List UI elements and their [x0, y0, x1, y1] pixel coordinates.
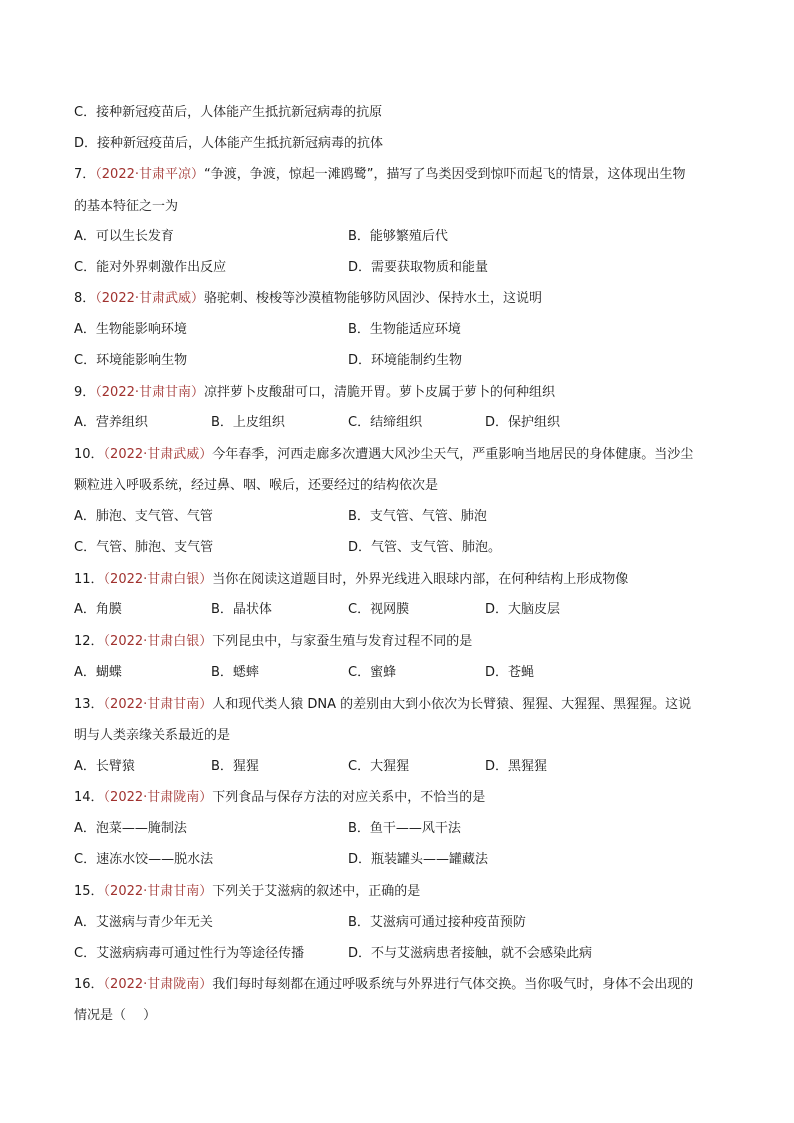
question-text: 下列关于艾滋病的叙述中，正确的是 — [212, 884, 421, 899]
q12-option-a: A．蝴蝶 — [74, 665, 122, 680]
question-text: 我们每时每刻都在通过呼吸系统与外界进行气体交换。当你吸气时，身体不会出现的 — [212, 977, 694, 992]
q11-stem — [74, 571, 628, 589]
q7-stem — [74, 166, 685, 184]
q7-option-d: D．需要获取物质和能量 — [348, 260, 489, 275]
q9-option-c: C．结缔组织 — [348, 415, 423, 430]
q10-stem-cont: 颗粒进入呼吸系统，经过鼻、咽、喉后，还要经过的结构依次是 — [74, 478, 439, 493]
q14-option-b: B．鱼干——风干法 — [348, 821, 461, 836]
question-text: 下列食品与保存方法的对应关系中，不恰当的是 — [212, 790, 486, 805]
question-source: （2022·甘肃陇南） — [103, 790, 213, 805]
q6-option-d: D．接种新冠疫苗后，人体能产生抵抗新冠病毒的抗体 — [74, 136, 384, 151]
q13-stem-cont: 明与人类亲缘关系最近的是 — [74, 728, 231, 743]
question-number: 12． — [74, 634, 104, 649]
q14-option-c: C．速冻水饺——脱水法 — [74, 852, 214, 867]
q11-option-a: A．角膜 — [74, 602, 122, 617]
q8-option-d: D．环境能制约生物 — [348, 353, 463, 368]
question-source: （2022·甘肃甘南） — [103, 884, 213, 899]
q10-option-d: D．气管、支气管、肺泡。 — [348, 540, 502, 555]
question-number: 8． — [74, 291, 96, 306]
question-source: （2022·甘肃武威） — [103, 447, 213, 462]
q7-option-a: A．可以生长发育 — [74, 229, 174, 244]
q11-option-c: C．视网膜 — [348, 602, 410, 617]
q16-stem-cont: 情况是（ ） — [74, 1008, 157, 1023]
q11-option-b: B．晶状体 — [211, 602, 272, 617]
question-number: 9． — [74, 385, 96, 400]
question-source: （2022·甘肃平凉） — [95, 167, 204, 182]
question-number: 11． — [74, 572, 104, 587]
question-text: 凉拌萝卜皮酸甜可口，清脆开胃。萝卜皮属于萝卜的何种组织 — [204, 385, 556, 400]
q7-option-c: C．能对外界刺激作出反应 — [74, 260, 227, 275]
q11-option-d: D．大脑皮层 — [485, 602, 561, 617]
q6-option-c: C．接种新冠疫苗后，人体能产生抵抗新冠病毒的抗原 — [74, 105, 383, 120]
q9-option-b: B．上皮组织 — [211, 415, 285, 430]
q15-option-a: A．艾滋病与青少年无关 — [74, 915, 213, 930]
q13-option-b: B．猩猩 — [211, 759, 259, 774]
q12-option-d: D．苍蝇 — [485, 665, 535, 680]
q15-option-c: C．艾滋病病毒可通过性行为等途径传播 — [74, 946, 305, 961]
q8-option-a: A．生物能影响环境 — [74, 322, 187, 337]
question-source: （2022·甘肃甘南） — [103, 697, 213, 712]
question-number: 14． — [74, 790, 104, 805]
q8-stem — [74, 290, 542, 308]
question-number: 15． — [74, 884, 104, 899]
q10-option-c: C．气管、肺泡、支气管 — [74, 540, 214, 555]
q10-stem — [74, 446, 693, 464]
question-text: 人和现代类人猿 DNA 的差别由大到小依次为长臂猿、猩猩、大猩猩、黑猩猩。这说 — [212, 697, 692, 712]
question-source: （2022·甘肃陇南） — [103, 977, 213, 992]
q8-option-c: C．环境能影响生物 — [74, 353, 188, 368]
q12-stem — [74, 633, 472, 651]
question-number: 16． — [74, 977, 104, 992]
q9-option-d: D．保护组织 — [485, 415, 561, 430]
q12-option-c: C．蜜蜂 — [348, 665, 397, 680]
question-source: （2022·甘肃武威） — [95, 291, 204, 306]
q9-stem — [74, 384, 555, 402]
question-text: 下列昆虫中，与家蚕生殖与发育过程不同的是 — [212, 634, 473, 649]
question-number: 7． — [74, 167, 96, 182]
q13-option-a: A．长臂猿 — [74, 759, 135, 774]
q15-option-d: D．不与艾滋病患者接触，就不会感染此病 — [348, 946, 593, 961]
q7-stem-cont: 的基本特征之一为 — [74, 199, 179, 214]
q16-stem — [74, 976, 693, 994]
q13-option-c: C．大猩猩 — [348, 759, 410, 774]
q13-option-d: D．黑猩猩 — [485, 759, 548, 774]
q8-option-b: B．生物能适应环境 — [348, 322, 461, 337]
question-text: 当你在阅读这道题目时，外界光线进入眼球内部，在何种结构上形成物像 — [212, 572, 629, 587]
question-source: （2022·甘肃白银） — [103, 572, 213, 587]
question-number: 10． — [74, 447, 104, 462]
q12-option-b: B．蟋蟀 — [211, 665, 259, 680]
q9-option-a: A．营养组织 — [74, 415, 148, 430]
question-text: 今年春季，河西走廊多次遭遇大风沙尘天气，严重影响当地居民的身体健康。当沙尘 — [212, 447, 694, 462]
q14-stem — [74, 789, 485, 807]
question-number: 13． — [74, 697, 104, 712]
question-text: 骆驼刺、梭梭等沙漠植物能够防风固沙、保持水土，这说明 — [204, 291, 543, 306]
q15-stem — [74, 883, 420, 901]
q14-option-d: D．瓶装罐头——罐藏法 — [348, 852, 489, 867]
question-source: （2022·甘肃甘南） — [95, 385, 204, 400]
q7-option-b: B．能够繁殖后代 — [348, 229, 448, 244]
q15-option-b: B．艾滋病可通过接种疫苗预防 — [348, 915, 526, 930]
q14-option-a: A．泡菜——腌制法 — [74, 821, 187, 836]
question-text: “争渡，争渡，惊起一滩鸥鹭”，描写了鸟类因受到惊吓而起飞的情景，这体现出生物 — [204, 167, 686, 182]
q13-stem — [74, 696, 691, 714]
question-source: （2022·甘肃白银） — [103, 634, 213, 649]
q10-option-a: A．肺泡、支气管、气管 — [74, 509, 213, 524]
q10-option-b: B．支气管、气管、肺泡 — [348, 509, 487, 524]
